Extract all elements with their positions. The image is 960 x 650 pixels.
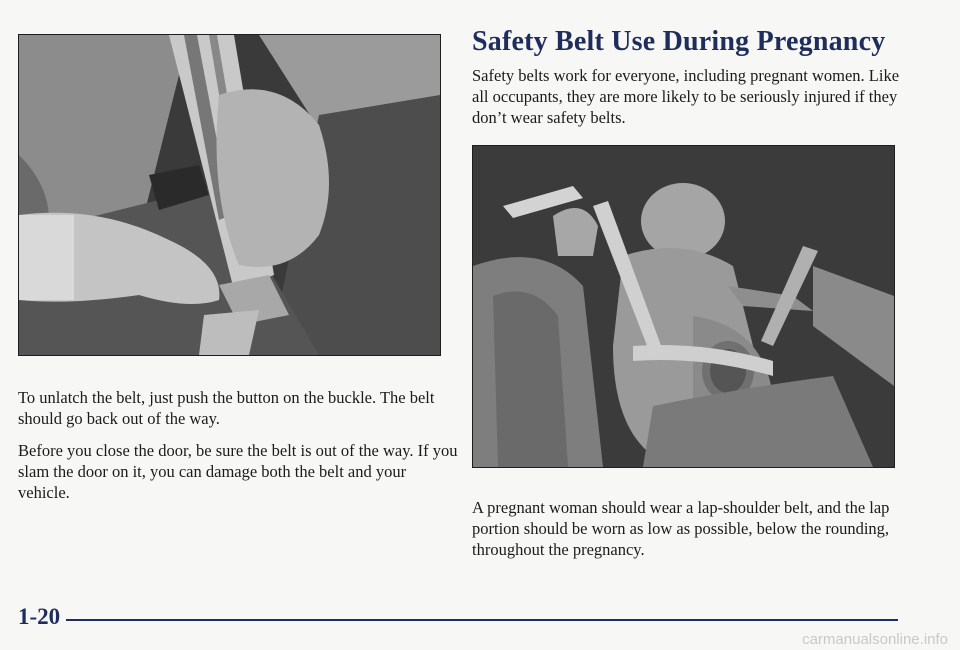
intro-paragraph: Safety belts work for everyone, including pregnant women. Like all occupants, they are more likely to be seriously injured if they don’t wear safety belts. [472,66,900,127]
close-door-paragraph: Before you close the door, be sure the belt is out of the way. If you slam the door on it, you can damage both the belt and your vehicle. [18,441,458,502]
unlatch-buckle-illustration [18,34,441,356]
page-footer [18,604,898,634]
pregnancy-caption: A pregnant woman should wear a lap-shoulder belt, and the lap portion should be worn as low as possible, below the rounding, throughout the pregnancy. [472,498,890,559]
unlatch-paragraph: To unlatch the belt, just push the button on the buckle. The belt should go back out of the way. [18,388,435,428]
watermark: carmanualsonline.info [802,631,948,648]
pregnancy-belt-illustration [472,145,895,468]
page-title: Safety Belt Use During Pregnancy [472,26,886,57]
footer-rule [66,619,898,621]
page-number: 1-20 [18,604,61,629]
